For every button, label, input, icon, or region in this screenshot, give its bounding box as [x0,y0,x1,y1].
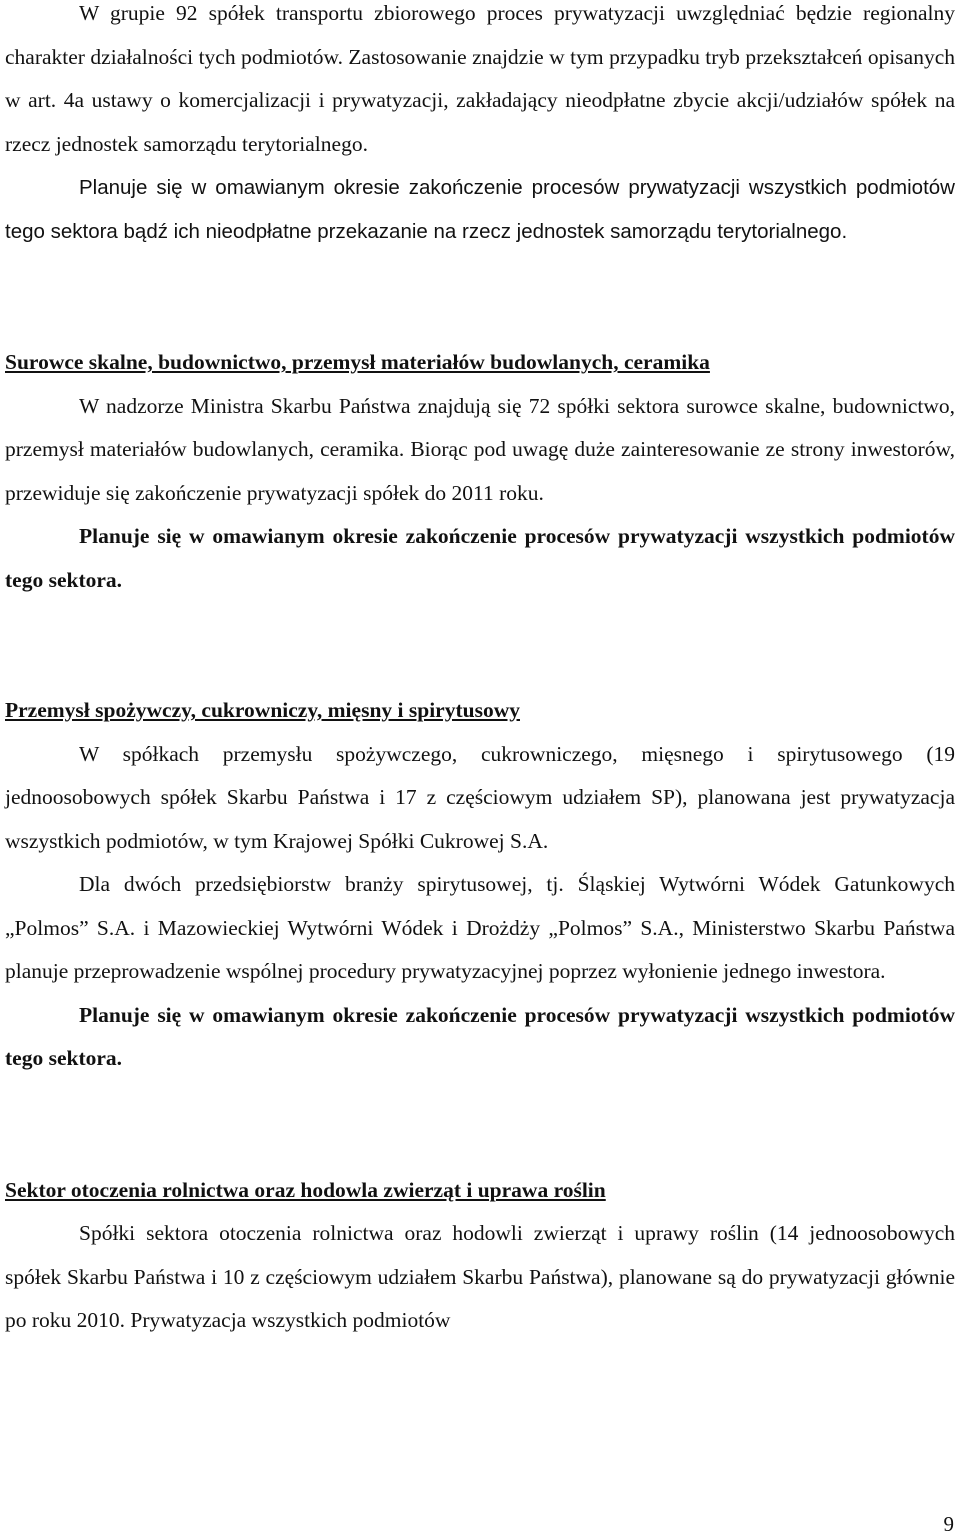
section-conclusion: Planuje się w omawianym okresie zakończenie procesów prywatyzacji wszystkich podmiotów tego sektora. [5,1002,955,1070]
intro-paragraph: W grupie 92 spółek transportu zbiorowego proces prywatyzacji uwzględniać będzie regionalny charakter działalności tych podmiotów. Zastosowanie znajdzie w tym przypadku tryb przekształceń opisanych w art. 4a ustawy o komercjalizacji i prywatyzacji, zakładający nieodpłatne zbycie akcji/udziałów spółek na rzecz jednostek samorządu terytorialnego. [5,1,955,156]
section-paragraph: W nadzorze Ministra Skarbu Państwa znajdują się 72 spółki sektora surowce skalne, budownictwo, przemysł materiałów budowlanych, ceramika. Biorąc pod uwagę duże zainteresowanie ze strony inwestorów, przewiduje się zakończenie prywatyzacji spółek do 2011 roku. [5,393,955,505]
section-paragraph: Spółki sektora otoczenia rolnictwa oraz hodowli zwierząt i uprawy roślin (14 jednoosobowych spółek Skarbu Państwa i 10 z częściowym udziałem Skarbu Państwa), planowane są do prywatyzacji głównie po roku 2010. Prywatyzacja wszystkich podmiotów [5,1221,955,1332]
section-heading: Przemysł spożywczy, cukrowniczy, mięsny i spirytusowy [5,698,520,722]
page-number: 9 [943,1512,954,1536]
section-agriculture [5,1169,955,1343]
section-raw-materials [5,341,955,602]
section-heading: Sektor otoczenia rolnictwa oraz hodowla zwierząt i uprawa roślin [5,1177,606,1202]
section-paragraph: W spółkach przemysłu spożywczego, cukrowniczego, mięsnego i spirytusowego (19 jednoosobowych spółek Skarbu Państwa i 17 z częściowym udziałem SP), planowana jest prywatyzacja wszystkich podmiotów, w tym Krajowej Spółki Cukrowej S.A. [5,741,955,853]
document-page [5,0,955,1343]
section-food-industry [5,689,955,1081]
section-conclusion: Planuje się w omawianym okresie zakończenie procesów prywatyzacji wszystkich podmiotów tego sektora. [5,524,955,592]
section-heading: Surowce skalne, budownictwo, przemysł materiałów budowlanych, ceramika [5,350,710,374]
section-paragraph: Dla dwóch przedsiębiorstw branży spirytusowej, tj. Śląskiej Wytwórni Wódek Gatunkowych „Polmos” S.A. i Mazowieckiej Wytwórni Wódek i Drożdży „Polmos” S.A., Ministerstwo Skarbu Państwa planuje przeprowadzenie wspólnej procedury prywatyzacyjnej poprzez wyłonienie jednego inwestora. [5,872,955,983]
intro-plan-paragraph: Planuje się w omawianym okresie zakończenie procesów prywatyzacji wszystkich podmiotów tego sektora bądź ich nieodpłatne przekazanie na rzecz jednostek samorządu terytorialnego. [5,176,955,243]
